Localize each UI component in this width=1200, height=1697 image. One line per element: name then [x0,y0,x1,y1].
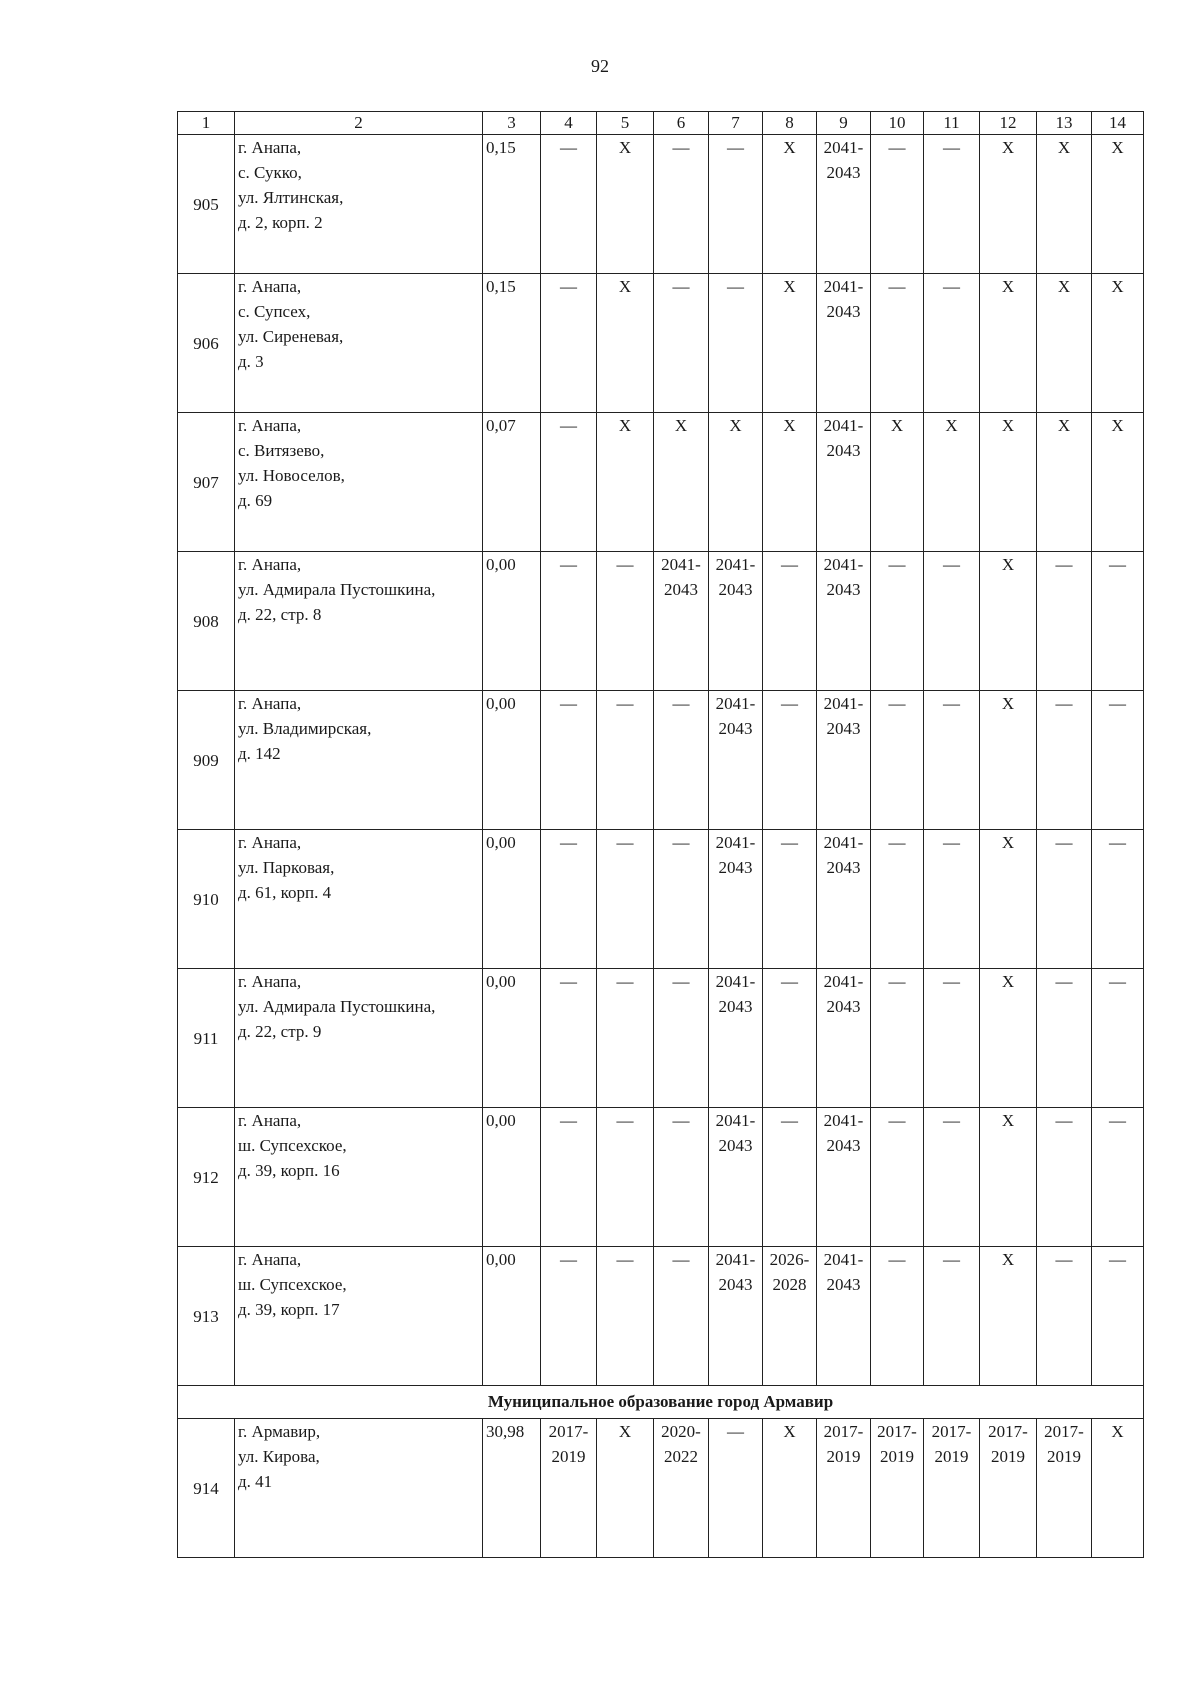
value-cell: 2041- 2043 [817,969,871,1108]
address-line: г. Анапа, [238,555,302,574]
table-row [178,1419,1144,1558]
value-cell: — [871,1247,924,1386]
value-cell: — [654,1247,709,1386]
table-row [178,552,1144,691]
value-cell: X [1092,274,1144,413]
value-cell: X [654,413,709,552]
address-line: ул. Парковая, [238,858,335,877]
column-number-cell: 2 [235,112,483,135]
address-line: д. 22, стр. 9 [238,1022,322,1041]
table-row [178,135,1144,274]
address-line: д. 69 [238,491,273,510]
value-cell: 2026- 2028 [763,1247,817,1386]
value-cell: 2041- 2043 [709,969,763,1108]
value-cell: 2017- 2019 [924,1419,980,1558]
address-line: ул. Ялтинская, [238,188,344,207]
row-number: 912 [178,1108,235,1247]
row-number: 913 [178,1247,235,1386]
row-number: 910 [178,830,235,969]
value-cell: 2017- 2019 [980,1419,1037,1558]
address-line: с. Супсех, [238,302,311,321]
value-cell: — [763,552,817,691]
address-line: с. Витязево, [238,441,325,460]
table-row [178,969,1144,1108]
address-line: г. Анапа, [238,277,302,296]
table-row [178,1247,1144,1386]
value-cell: — [763,691,817,830]
value-cell: X [597,135,654,274]
value-cell: 2041- 2043 [817,135,871,274]
value-cell: X [980,552,1037,691]
section-title: Муниципальное образование город Армавир [178,1386,1144,1419]
value-cell: — [654,274,709,413]
value-cell: 0,15 [483,274,541,413]
value-cell: — [924,1247,980,1386]
value-cell: 2041- 2043 [709,1247,763,1386]
value-cell: X [1092,135,1144,274]
value-cell: X [980,830,1037,969]
value-cell: X [763,135,817,274]
value-cell: — [924,274,980,413]
address-line: ул. Новоселов, [238,466,345,485]
value-cell: 2041- 2043 [709,1108,763,1247]
value-cell: — [541,830,597,969]
address-line: д. 142 [238,744,281,763]
value-cell: — [924,830,980,969]
value-cell: — [763,1108,817,1247]
value-cell: — [654,830,709,969]
address-line: ул. Владимирская, [238,719,372,738]
value-cell: 0,00 [483,552,541,691]
table-row [178,413,1144,552]
address-line: ул. Сиреневая, [238,327,344,346]
value-cell: 2041- 2043 [817,1108,871,1247]
table-row [178,830,1144,969]
address-line: г. Анапа, [238,416,302,435]
value-cell: — [1092,969,1144,1108]
value-cell: X [980,135,1037,274]
value-cell: — [597,552,654,691]
value-cell: X [1037,413,1092,552]
column-number-cell: 9 [817,112,871,135]
value-cell: — [1092,691,1144,830]
value-cell: — [654,691,709,830]
address-line: д. 41 [238,1472,273,1491]
column-number-cell: 11 [924,112,980,135]
value-cell: — [597,969,654,1108]
value-cell: 0,07 [483,413,541,552]
value-cell: X [1037,135,1092,274]
value-cell: — [1037,1247,1092,1386]
value-cell: — [541,413,597,552]
value-cell: X [980,691,1037,830]
page-number: 92 [591,56,609,76]
column-number-cell: 5 [597,112,654,135]
value-cell: X [1092,1419,1144,1558]
value-cell: X [924,413,980,552]
value-cell: 0,00 [483,1108,541,1247]
value-cell: 2017- 2019 [817,1419,871,1558]
value-cell: — [597,1247,654,1386]
value-cell: — [871,969,924,1108]
column-number-cell: 8 [763,112,817,135]
address-line: г. Анапа, [238,833,302,852]
column-number-cell: 14 [1092,112,1144,135]
address-line: г. Армавир, [238,1422,321,1441]
value-cell: 0,00 [483,1247,541,1386]
address-cell [235,1419,483,1558]
value-cell: — [597,1108,654,1247]
address-line: д. 61, корп. 4 [238,883,332,902]
value-cell: X [597,274,654,413]
value-cell: — [871,691,924,830]
address-cell [235,691,483,830]
address-line: д. 22, стр. 8 [238,605,322,624]
address-line: с. Сукко, [238,163,302,182]
value-cell: — [763,969,817,1108]
column-number-cell: 13 [1037,112,1092,135]
value-cell: 2041- 2043 [817,1247,871,1386]
value-cell: X [980,1108,1037,1247]
value-cell: — [924,552,980,691]
value-cell: X [871,413,924,552]
value-cell: — [924,135,980,274]
value-cell: — [654,969,709,1108]
address-cell [235,969,483,1108]
value-cell: — [924,691,980,830]
value-cell: 30,98 [483,1419,541,1558]
value-cell: — [871,552,924,691]
value-cell: 2017- 2019 [1037,1419,1092,1558]
value-cell: — [597,830,654,969]
table-row [178,1108,1144,1247]
address-cell [235,274,483,413]
address-cell [235,552,483,691]
column-number-cell: 6 [654,112,709,135]
value-cell: — [709,135,763,274]
value-cell: — [541,135,597,274]
value-cell: 2017- 2019 [541,1419,597,1558]
value-cell: X [980,413,1037,552]
value-cell: 2041- 2043 [709,552,763,691]
value-cell: 0,00 [483,691,541,830]
table-row [178,691,1144,830]
column-number-cell: 12 [980,112,1037,135]
value-cell: X [980,1247,1037,1386]
address-cell [235,1247,483,1386]
column-number-header [178,112,1144,135]
value-cell: — [654,135,709,274]
address-line: г. Анапа, [238,972,302,991]
value-cell: X [597,1419,654,1558]
value-cell: — [871,830,924,969]
value-cell: X [763,413,817,552]
value-cell: 2020- 2022 [654,1419,709,1558]
value-cell: — [541,552,597,691]
value-cell: 2041- 2043 [817,413,871,552]
value-cell: X [763,1419,817,1558]
value-cell: 2041- 2043 [817,274,871,413]
value-cell: — [1092,830,1144,969]
table-row [178,274,1144,413]
value-cell: — [597,691,654,830]
value-cell: 2041- 2043 [654,552,709,691]
address-line: г. Анапа, [238,1250,302,1269]
value-cell: — [1037,1108,1092,1247]
column-number-cell: 4 [541,112,597,135]
column-number-cell: 7 [709,112,763,135]
address-cell [235,135,483,274]
address-cell [235,413,483,552]
value-cell: 0,00 [483,830,541,969]
address-cell [235,830,483,969]
address-line: ул. Кирова, [238,1447,320,1466]
value-cell: — [541,969,597,1108]
value-cell: — [1092,1247,1144,1386]
row-number: 911 [178,969,235,1108]
value-cell: X [709,413,763,552]
row-number: 906 [178,274,235,413]
address-line: ш. Супсехское, [238,1136,347,1155]
address-line: д. 39, корп. 16 [238,1161,340,1180]
value-cell: — [1037,691,1092,830]
value-cell: 2041- 2043 [817,552,871,691]
value-cell: — [1037,830,1092,969]
value-cell: 0,15 [483,135,541,274]
section-row [178,1386,1144,1419]
value-cell: — [541,1247,597,1386]
value-cell: — [763,830,817,969]
register-table [177,111,1144,1558]
row-number: 909 [178,691,235,830]
value-cell: — [541,274,597,413]
value-cell: 0,00 [483,969,541,1108]
value-cell: — [1092,1108,1144,1247]
value-cell: X [1037,274,1092,413]
value-cell: — [1037,552,1092,691]
value-cell: 2041- 2043 [817,691,871,830]
value-cell: X [597,413,654,552]
value-cell: — [924,1108,980,1247]
value-cell: 2041- 2043 [709,830,763,969]
value-cell: — [871,135,924,274]
value-cell: — [1037,969,1092,1108]
column-number-cell: 1 [178,112,235,135]
address-cell [235,1108,483,1247]
column-number-cell: 10 [871,112,924,135]
value-cell: X [980,274,1037,413]
value-cell: — [871,274,924,413]
address-line: г. Анапа, [238,138,302,157]
value-cell: X [1092,413,1144,552]
value-cell: 2041- 2043 [709,691,763,830]
column-number-cell: 3 [483,112,541,135]
address-line: д. 3 [238,352,264,371]
value-cell: — [654,1108,709,1247]
value-cell: — [541,691,597,830]
address-line: ул. Адмирала Пустошкина, [238,997,436,1016]
value-cell: 2017- 2019 [871,1419,924,1558]
row-number: 907 [178,413,235,552]
value-cell: — [871,1108,924,1247]
row-number: 914 [178,1419,235,1558]
value-cell: — [709,274,763,413]
address-line: ш. Супсехское, [238,1275,347,1294]
row-number: 905 [178,135,235,274]
value-cell: X [763,274,817,413]
value-cell: — [709,1419,763,1558]
value-cell: 2041- 2043 [817,830,871,969]
value-cell: — [924,969,980,1108]
value-cell: — [541,1108,597,1247]
address-line: г. Анапа, [238,694,302,713]
address-line: ул. Адмирала Пустошкина, [238,580,436,599]
address-line: г. Анапа, [238,1111,302,1130]
address-line: д. 39, корп. 17 [238,1300,340,1319]
value-cell: X [980,969,1037,1108]
address-line: д. 2, корп. 2 [238,213,323,232]
row-number: 908 [178,552,235,691]
value-cell: — [1092,552,1144,691]
